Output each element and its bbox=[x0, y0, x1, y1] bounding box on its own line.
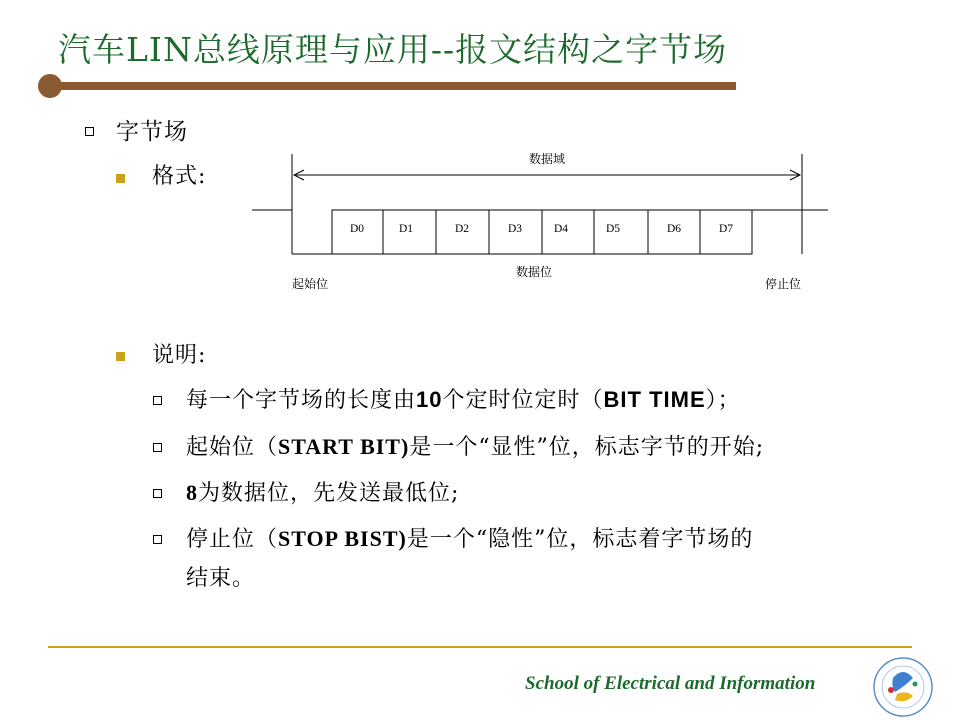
note-item-4-continuation: 结束。 bbox=[186, 566, 256, 591]
hollow-square-bullet-icon bbox=[153, 396, 162, 405]
bit-box-d5 bbox=[594, 210, 648, 254]
bit-label-d5: D5 bbox=[605, 223, 621, 235]
bit-label-d6: D6 bbox=[666, 223, 682, 235]
note-item-2 bbox=[186, 436, 764, 459]
note-text: 为数据位，先发送最低位; bbox=[198, 481, 460, 506]
stop-bit-label: 停止位 bbox=[764, 277, 802, 291]
footer-rule bbox=[48, 646, 912, 648]
gold-square-bullet-icon bbox=[116, 174, 125, 183]
note-term: BIT TIME bbox=[603, 387, 706, 412]
data-bit-boxes bbox=[332, 210, 752, 254]
note-text: 个定时位定时（ bbox=[442, 388, 604, 413]
school-logo-icon bbox=[863, 656, 943, 718]
hollow-square-bullet-icon bbox=[153, 535, 162, 544]
format-label: 格式: bbox=[152, 164, 207, 189]
section-heading: 字节场 bbox=[116, 119, 188, 145]
slide-title: 汽车LIN总线原理与应用--报文结构之字节场 bbox=[58, 30, 728, 69]
note-item-4 bbox=[186, 528, 753, 551]
hollow-square-bullet-icon bbox=[85, 127, 94, 136]
bit-label-d2: D2 bbox=[454, 223, 470, 235]
bit-label-d7: D7 bbox=[718, 223, 734, 235]
note-term: STOP BIST) bbox=[278, 526, 407, 551]
hollow-square-bullet-icon bbox=[153, 489, 162, 498]
bit-label-d3: D3 bbox=[507, 223, 523, 235]
note-number: 10 bbox=[416, 387, 443, 412]
note-term: START BIT) bbox=[278, 434, 410, 459]
bit-label-d1: D1 bbox=[398, 223, 414, 235]
explain-label: 说明: bbox=[152, 343, 207, 368]
school-name: School of Electrical and Information bbox=[525, 673, 816, 694]
bit-label-d4: D4 bbox=[553, 223, 569, 235]
title-underline bbox=[46, 82, 736, 90]
data-bits-label: 数据位 bbox=[515, 265, 553, 279]
hollow-square-bullet-icon bbox=[153, 443, 162, 452]
note-text: 是一个“显性”位，标志字节的开始; bbox=[409, 435, 765, 460]
note-item-3 bbox=[186, 482, 459, 505]
note-text: 每一个字节场的长度由 bbox=[186, 388, 417, 413]
note-item-1 bbox=[186, 389, 741, 412]
note-number: 8 bbox=[186, 480, 198, 505]
note-text: 是一个“隐性”位，标志着字节场的 bbox=[406, 527, 754, 552]
data-field-label: 数据域 bbox=[528, 152, 566, 166]
start-bit-label: 起始位 bbox=[291, 277, 329, 291]
note-text: 起始位（ bbox=[186, 435, 279, 460]
gold-square-bullet-icon bbox=[116, 352, 125, 361]
note-text: ）； bbox=[705, 388, 741, 413]
bit-label-d0: D0 bbox=[349, 223, 365, 235]
note-text: 停止位（ bbox=[186, 527, 279, 552]
byte-field-diagram bbox=[250, 150, 840, 300]
